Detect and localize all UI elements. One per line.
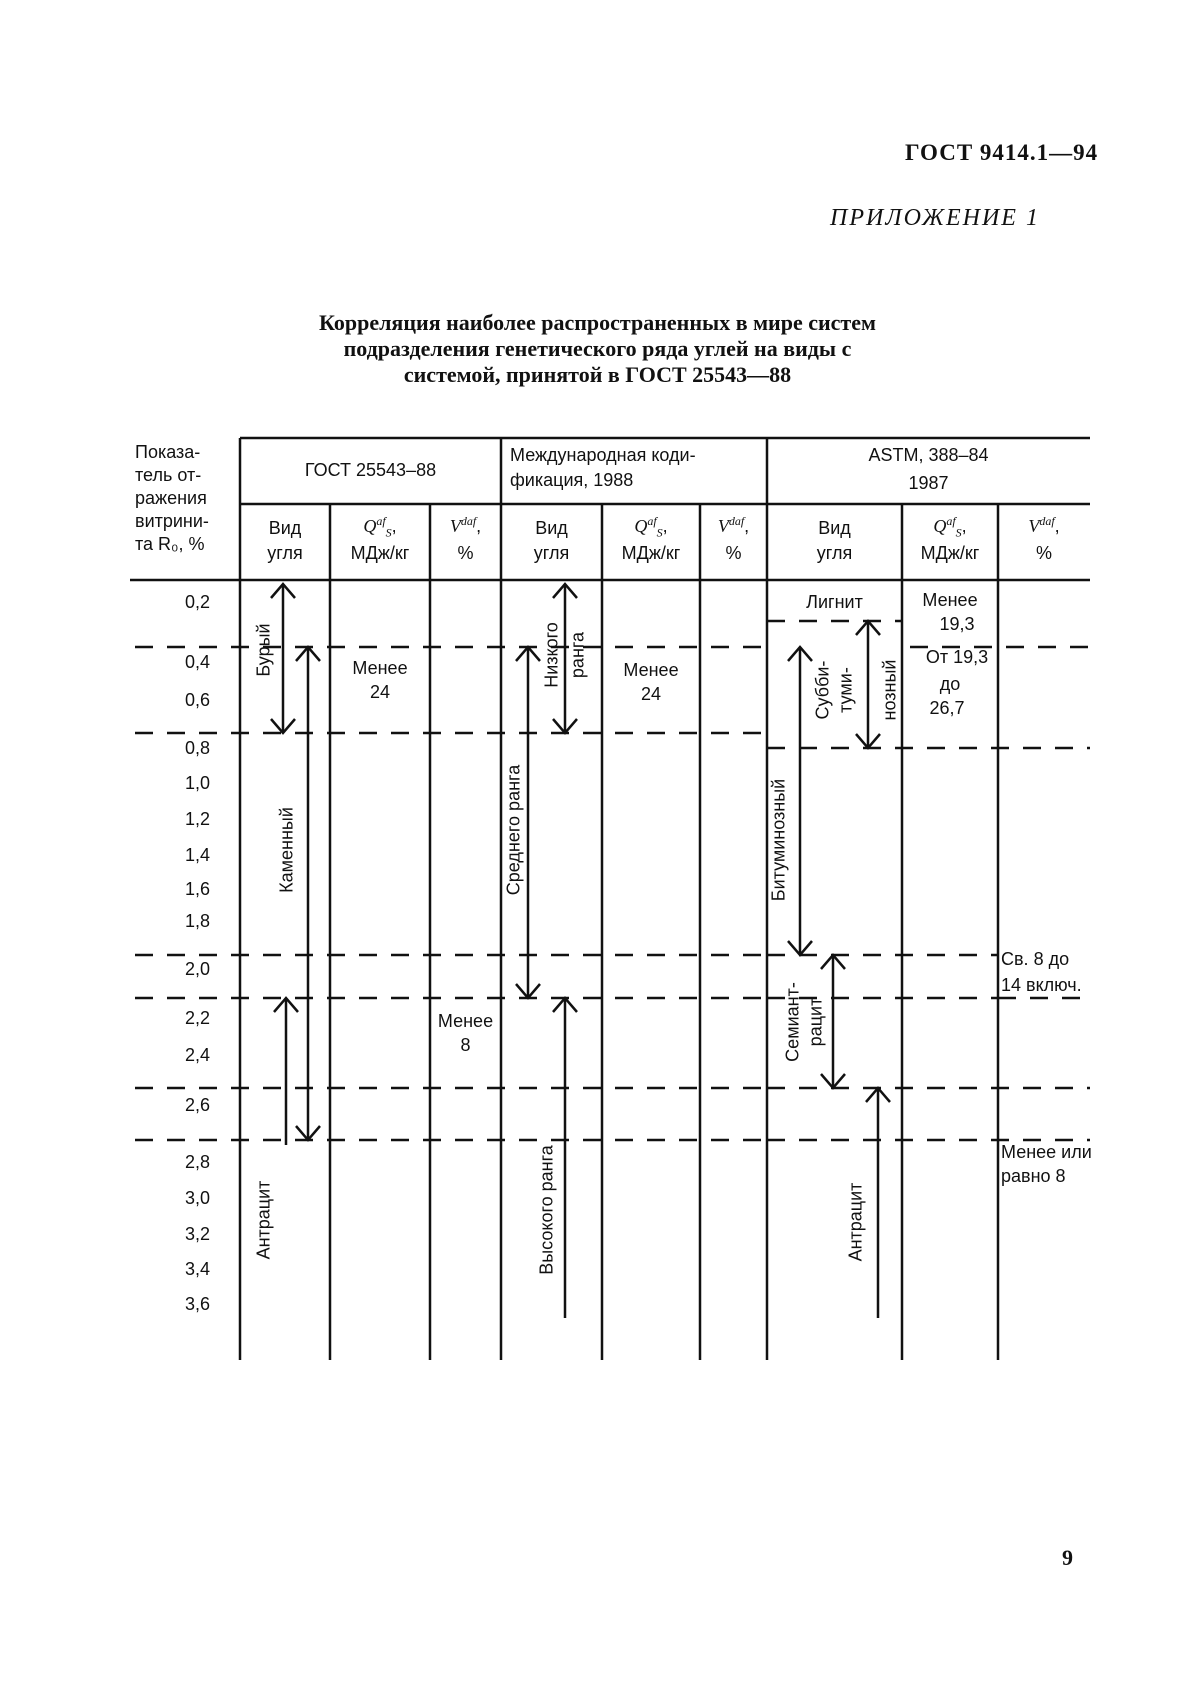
reflectance-header-line-1: Показа- (135, 442, 201, 462)
intl-type-header-line-1: Вид (535, 518, 568, 538)
astm-v-value-a-line-2: 14 включ. (1001, 975, 1082, 995)
astm-type-semianthracite-line-1: Семиант- (782, 982, 803, 1062)
group-header-gost: ГОСТ 25543–88 (304, 460, 437, 480)
intl-q-symbol: Q (634, 516, 648, 536)
reflectance-value: 1,8 (184, 911, 210, 931)
reflectance-value: 3,0 (184, 1188, 210, 1208)
reflectance-value: 1,4 (184, 845, 210, 865)
intl-q-header: $Q^{af}_S$, (634, 514, 668, 540)
reflectance-value: 1,0 (184, 773, 210, 793)
reflectance-value: 2,2 (184, 1008, 210, 1028)
reflectance-value: 1,6 (184, 879, 210, 899)
astm-v-value-b-line-1: Менее или (1001, 1142, 1092, 1162)
astm-v-unit: % (1035, 543, 1052, 563)
gost-type-hard: Каменный (276, 807, 297, 893)
astm-v-symbol: V (1028, 516, 1040, 536)
intl-v-sup: daf (728, 514, 745, 528)
astm-v-value-b-line-2: равно 8 (1001, 1166, 1066, 1186)
reflectance-value: 2,0 (184, 959, 210, 979)
astm-q-sub: S (955, 525, 962, 540)
gost-type-anthracite: Антрацит (253, 1180, 274, 1260)
reflectance-value: 0,6 (184, 690, 210, 710)
gost-v-unit: % (457, 543, 474, 563)
gost-q-value-line-2: 24 (369, 682, 391, 702)
astm-q-value-a-line-2: 19,3 (939, 614, 975, 634)
gost-v-value-line-2: 8 (460, 1035, 471, 1055)
gost-q-sup: af (376, 514, 386, 528)
group-header-astm-line-1: ASTM, 388–84 (868, 445, 989, 465)
astm-q-header: $Q^{af}_S$, (933, 514, 967, 540)
reflectance-header-line-3: ражения (135, 488, 207, 508)
astm-type-subbituminous-line-3: нозный (879, 659, 900, 721)
astm-q-symbol: Q (933, 516, 947, 536)
reflectance-value: 3,4 (184, 1259, 210, 1279)
gost-type-header-line-2: угля (267, 543, 303, 563)
reflectance-value: 1,2 (184, 809, 210, 829)
astm-type-subbituminous-line-2: туми- (835, 667, 856, 713)
intl-type-header-line-2: угля (533, 543, 570, 563)
reflectance-value: 2,6 (184, 1095, 210, 1115)
intl-q-sub: S (656, 525, 663, 540)
title-line-2: подразделения генетического ряда углей на виды с (343, 336, 852, 361)
astm-type-anthracite: Антрацит (845, 1182, 866, 1262)
intl-v-header: $V^{daf}$, (717, 514, 750, 536)
gost-type-brown: Бурый (253, 623, 274, 677)
document-code: ГОСТ 9414.1—94 (905, 140, 1099, 165)
group-header-intl-line-1: Международная коди- (510, 445, 696, 465)
astm-v-header: $V^{daf}$, (1028, 514, 1060, 536)
gost-q-value-line-1: Менее (352, 658, 408, 678)
astm-v-sup: daf (1039, 514, 1055, 528)
astm-q-sup: af (946, 514, 956, 528)
gost-q-header: $Q^{af}_S$, (363, 514, 397, 540)
astm-q-value-b-line-3: 26,7 (929, 698, 965, 718)
intl-q-value-line-2: 24 (640, 684, 662, 704)
astm-q-unit: МДж/кг (920, 543, 980, 563)
astm-type-bituminous: Битуминозный (768, 778, 789, 902)
astm-type-subbituminous-line-1: Субби- (812, 660, 833, 720)
intl-v-symbol: V (717, 516, 729, 536)
reflectance-value: 3,2 (184, 1224, 210, 1244)
astm-q-value-b-line-2: до (939, 674, 961, 694)
intl-type-high: Высокого ранга (536, 1145, 557, 1275)
gost-v-symbol: V (449, 516, 461, 536)
reflectance-value: 0,4 (184, 652, 210, 672)
appendix-label: ПРИЛОЖЕНИЕ 1 (830, 205, 1040, 231)
astm-type-header-line-1: Вид (818, 518, 851, 538)
astm-q-value-b-line-1: От 19,3 (925, 647, 989, 667)
gost-v-value-line-1: Менее (437, 1011, 494, 1031)
reflectance-value: 3,6 (184, 1294, 210, 1314)
reflectance-header-line-5: та R₀, % (135, 534, 205, 554)
group-header-astm-line-2: 1987 (908, 473, 949, 493)
reflectance-header-line-2: тель от- (135, 465, 202, 485)
reflectance-value: 0,8 (184, 738, 210, 758)
astm-v-value-a-line-1: Св. 8 до (1001, 949, 1070, 969)
group-header-intl-line-2: фикация, 1988 (510, 470, 634, 490)
astm-type-lignite: Лигнит (806, 592, 863, 612)
intl-q-unit: МДж/кг (621, 543, 681, 563)
reflectance-value: 2,8 (184, 1152, 210, 1172)
intl-q-sup: af (647, 514, 657, 528)
intl-type-low-line-1: Низкого (541, 622, 562, 688)
title-line-3: системой, принятой в ГОСТ 25543—88 (403, 362, 792, 387)
intl-type-low-line-2: ранга (567, 631, 588, 679)
gost-q-unit: МДж/кг (350, 543, 410, 563)
gost-q-sub: S (385, 525, 392, 540)
astm-type-semianthracite-line-2: рацит (805, 997, 826, 1047)
reflectance-value: 2,4 (184, 1045, 210, 1065)
reflectance-header-line-4: витрини- (135, 511, 209, 531)
intl-q-value-line-1: Менее (623, 660, 679, 680)
gost-q-symbol: Q (363, 516, 377, 536)
gost-type-header-line-1: Вид (268, 518, 302, 538)
gost-v-header: $V^{daf}$, (449, 514, 482, 536)
reflectance-value: 0,2 (184, 592, 210, 612)
astm-type-header-line-2: угля (816, 543, 853, 563)
title-line-1: Корреляция наиболее распространенных в мире систем (319, 310, 876, 335)
gost-v-sup: daf (460, 514, 477, 528)
intl-v-unit: % (725, 543, 742, 563)
astm-q-value-a-line-1: Менее (922, 590, 978, 610)
intl-type-medium: Среднего ранга (503, 764, 524, 896)
page-number: 9 (1062, 1545, 1073, 1570)
